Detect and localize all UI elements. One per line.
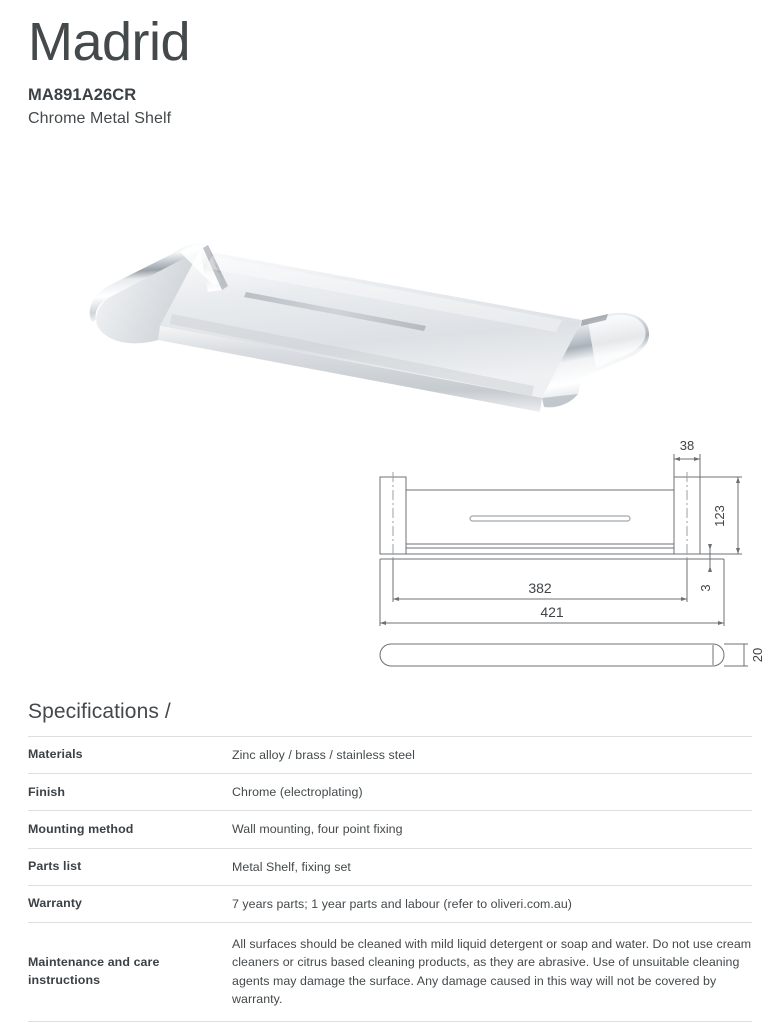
specifications-section [28, 700, 752, 1022]
spec-value: Wall mounting, four point fixing [232, 822, 403, 837]
dim-label-38: 38 [679, 438, 695, 453]
spec-label: Mounting method [28, 821, 134, 836]
drawing-center-slot [470, 516, 630, 521]
product-name: Chrome Metal Shelf [28, 110, 172, 128]
dim-label-382: 382 [528, 580, 552, 596]
spec-value: Chrome (electroplating) [232, 785, 363, 800]
table-row [28, 737, 752, 774]
spec-label: Finish [28, 784, 66, 799]
product-photo [22, 198, 667, 423]
page-title: Madrid [28, 12, 191, 72]
table-row [28, 811, 752, 848]
spec-label: Maintenance and care instructions [28, 955, 160, 987]
dim-label-3: 3 [698, 584, 713, 592]
dim-label-20: 20 [750, 647, 765, 663]
dim-label-421: 421 [540, 604, 564, 620]
product-code: MA891A26CR [28, 86, 137, 105]
table-row [28, 885, 752, 922]
product-header [28, 14, 528, 128]
technical-drawing [366, 432, 780, 682]
specifications-table [28, 736, 752, 1022]
spec-value: Metal Shelf, fixing set [232, 859, 351, 874]
spec-value: 7 years parts; 1 year parts and labour (refer to oliveri.com.au) [232, 896, 572, 911]
table-row [28, 774, 752, 811]
drawing-side-profile [380, 644, 724, 666]
table-row [28, 848, 752, 885]
spec-value: All surfaces should be cleaned with mild liquid detergent or soap and water. Do not use cream cleaners or citrus based cleaning products, as they are abrasive. Use of unsuitable cleaning agents may damage the surface. Any damage caused in this way will not be covered by warranty. [232, 937, 752, 1006]
specifications-heading: Specifications / [28, 700, 171, 723]
dim-label-123: 123 [712, 505, 727, 527]
spec-label: Warranty [28, 896, 83, 911]
spec-value: Zinc alloy / brass / stainless steel [232, 748, 415, 762]
spec-label: Parts list [28, 859, 82, 874]
spec-label: Materials [28, 747, 83, 762]
table-row [28, 923, 752, 1022]
